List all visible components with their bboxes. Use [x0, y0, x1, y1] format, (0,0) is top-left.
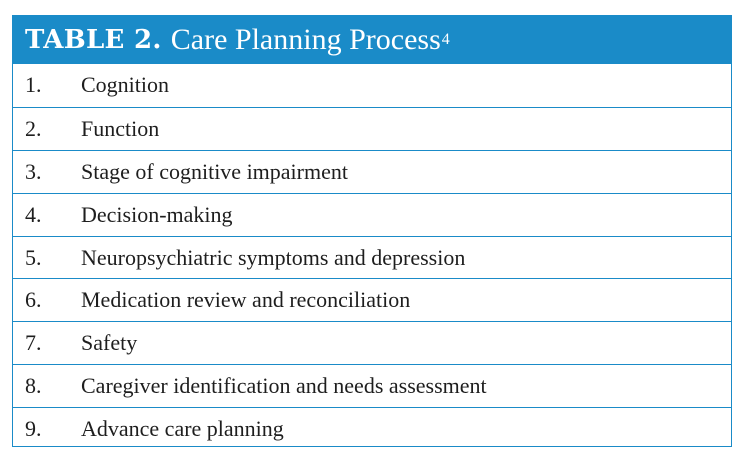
row-text: Caregiver identification and needs assessment	[81, 373, 487, 399]
row-number: 1.	[25, 72, 42, 98]
row-text: Medication review and reconciliation	[81, 287, 411, 313]
row-number: 5.	[25, 244, 42, 270]
care-planning-table	[12, 15, 732, 447]
row-number: 6.	[25, 287, 42, 313]
table-row	[13, 193, 731, 236]
row-number: 2.	[25, 115, 42, 141]
table-row	[13, 236, 731, 279]
table-row	[13, 107, 731, 150]
row-text: Function	[81, 115, 160, 141]
row-text: Stage of cognitive impairment	[81, 158, 348, 184]
table-row	[13, 407, 731, 450]
row-text: Decision-making	[81, 201, 233, 227]
row-number: 4.	[25, 201, 42, 227]
table-row	[13, 278, 731, 321]
table-title: Care Planning Process	[170, 23, 441, 56]
table-row	[13, 150, 731, 193]
table-row	[13, 364, 731, 407]
row-text: Safety	[81, 330, 138, 356]
table-row	[13, 321, 731, 364]
row-text: Advance care planning	[81, 416, 284, 442]
row-number: 9.	[25, 416, 42, 442]
table-label: TABLE 2.	[25, 25, 162, 55]
table-header: TABLE 2. Care Planning Process 4	[13, 16, 731, 64]
row-text: Cognition	[81, 72, 170, 98]
table-row	[13, 64, 731, 107]
row-number: 7.	[25, 330, 42, 356]
row-text: Neuropsychiatric symptoms and depression	[81, 244, 466, 270]
row-number: 3.	[25, 158, 42, 184]
table-rows	[13, 64, 731, 450]
row-number: 8.	[25, 373, 42, 399]
